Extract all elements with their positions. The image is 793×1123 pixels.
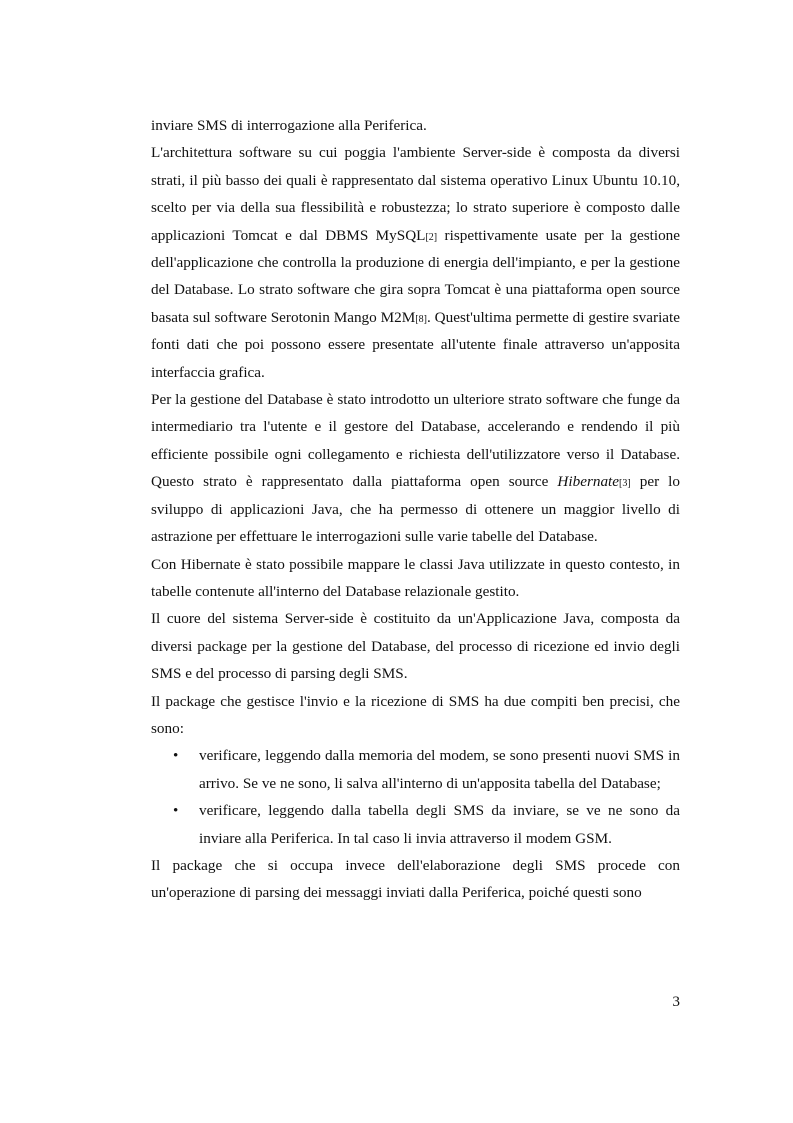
database-text-1: Per la gestione del Database è stato introdotto un ulteriore strato software che funge da intermediario tra l'utente e il gestore del Database, accelerando e rendendo il più efficiente possibile ogni collegamento e richiesta dell'utilizzatore verso il Database. Questo strato è rappresentato dalla piattaforma open source xyxy=(151,391,680,491)
list-item-text: verificare, leggendo dalla memoria del modem, se sono presenti nuovi SMS in arrivo. Se ve ne sono, li salva all'interno di un'apposita tabella del Database; xyxy=(199,747,680,792)
paragraph-core: Il cuore del sistema Server-side è costituito da un'Applicazione Java, composta da diversi package per la gestione del Database, del processo di ricezione ed invio degli SMS e del processo di parsing degli SMS. xyxy=(151,610,680,683)
bullet-icon: • xyxy=(173,802,179,820)
list-item xyxy=(151,797,680,852)
architecture-text-1: L'architettura software su cui poggia l'ambiente Server-side è composta da diversi strati, il più basso dei quali è rappresentato dal sistema operativo Linux Ubuntu 10.10, scelto per via della sua flessibilità e robustezza; lo strato superiore è composto dalle applicazioni Tomcat e dal DBMS MySQL xyxy=(151,144,680,244)
list-item xyxy=(151,742,680,797)
bullet-icon: • xyxy=(173,747,179,765)
architecture-text-3: . Quest'ultima permette di gestire svariate fonti dati che poi possono essere presentate all'utente finale attraverso un'apposita interfaccia grafica. xyxy=(151,308,680,381)
list-item-text: verificare, leggendo dalla tabella degli SMS da inviare, se ve ne sono da inviare alla Periferica. In tal caso li invia attraverso il modem GSM. xyxy=(199,802,680,847)
reference-8: [8] xyxy=(415,313,427,325)
page-number: 3 xyxy=(672,993,680,1010)
paragraph-hibernate: Con Hibernate è stato possibile mappare le classi Java utilizzate in questo contesto, in tabelle contenute all'interno del Database relazionale gestito. xyxy=(151,555,680,600)
database-text-2: per lo sviluppo di applicazioni Java, che ha permesso di ottenere un maggior livello di astrazione per effettuare le interrogazioni sulle varie tabelle del Database. xyxy=(151,473,680,546)
paragraph-architecture xyxy=(151,139,680,386)
paragraph-sms-package: Il package che gestisce l'invio e la ricezione di SMS ha due compiti ben precisi, che sono: xyxy=(151,692,680,737)
paragraph-parsing: Il package che si occupa invece dell'elaborazione degli SMS procede con un'operazione di parsing dei messaggi inviati dalla Periferica, poiché questi sono xyxy=(151,856,680,902)
tasks-list xyxy=(151,742,680,852)
paragraph-continuation: inviare SMS di interrogazione alla Periferica. xyxy=(151,117,427,134)
page-body xyxy=(151,112,680,907)
paragraph-database xyxy=(151,386,680,550)
reference-3: [3] xyxy=(619,478,631,490)
reference-2: [2] xyxy=(425,231,438,243)
hibernate-italic: Hibernate xyxy=(557,473,620,491)
architecture-text-2: rispettivamente usate per la gestione dell'applicazione che controlla la produzione di energia dell'impianto, e per la gestione del Database. Lo strato software che gira sopra Tomcat è una piattaforma open source basata sul software Serotonin Mango M2M xyxy=(151,226,680,326)
